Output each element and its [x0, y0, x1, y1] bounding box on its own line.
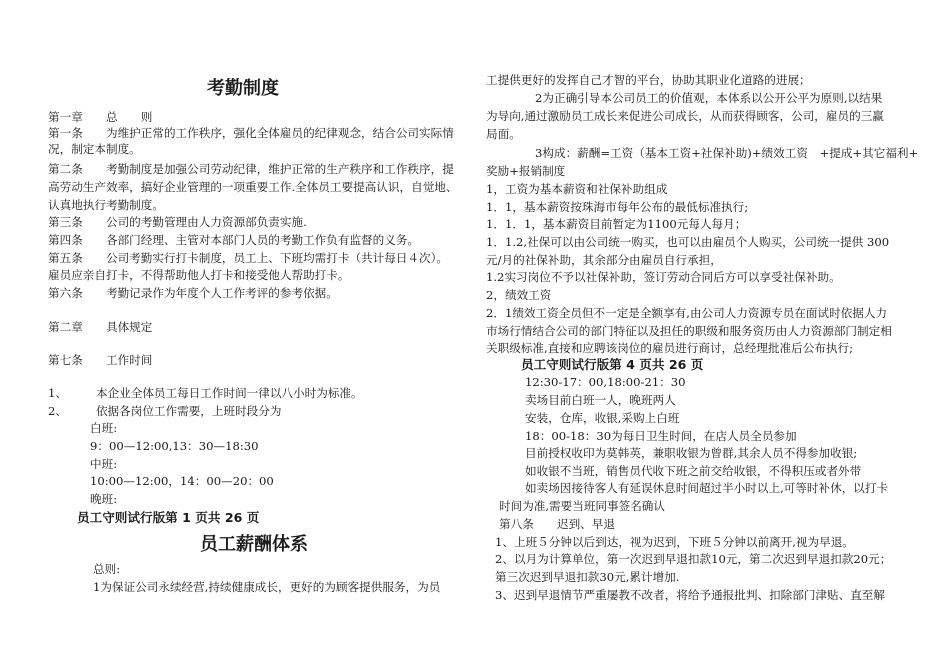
text-line: 目前授权收印为莫韩英，兼职收银为曾群,其余人员不得参加收银;	[525, 446, 858, 460]
list-item: 1、上班５分钟以后到达，视为迟到，下班５分钟以前离开,视为早退。	[495, 535, 854, 549]
text-line: 工提供更好的发挥自己才智的平台，协助其职业化道路的进展；	[486, 73, 811, 87]
text-line: 1．1.2,社保可以由公司统一购买，也可以由雇员个人购买，公司统一提供 300	[486, 235, 890, 249]
text-line: 卖场目前白班一人，晚班两人	[525, 393, 676, 407]
list-item: 第三次迟到早退扣款30元,累计增加.	[495, 570, 680, 584]
page-footer: 员工守则试行版第 4 页共 26 页	[521, 357, 704, 372]
text-line: 如收银不当班，销售员代收下班之前交给收银，不得积压或者外带	[525, 464, 862, 478]
text-line: 1．1．1，基本薪资目前暂定为1100元每人每月；	[486, 217, 747, 231]
text-line: 3构成：薪酬=工资（基本工资+社保补助)+绩效工资 +提成+其它福利+	[535, 146, 919, 160]
text-line: 总则:	[93, 562, 121, 576]
text-line: 1．1，基本薪资按珠海市每年公布的最低标准执行;	[486, 200, 749, 214]
text-line: 第三条 公司的考勤管理由人力资源部负责实施.	[48, 215, 307, 229]
shift-hours: 10:00—12:00，14：00—20：00	[90, 474, 274, 488]
text-line: 局面。	[486, 127, 521, 141]
text-line: 2．1绩效工资全员但不一定是全额享有,由公司人力资源专员在面试时依据人力	[486, 306, 888, 320]
text-line: 认真地执行考勤制度。	[48, 198, 164, 212]
shift-hours: 9：00—12:00,13：30—18:30	[90, 439, 259, 453]
text-line: 时间为准,需要当班同事签名确认	[499, 499, 665, 513]
text-line: 关职级标准,直接和应聘该岗位的雇员进行商讨，总经理批准后公布执行;	[486, 341, 854, 355]
text-line: 第一章 总 则	[48, 110, 153, 124]
text-line: 雇员应亲自打卡，不得帮助他人打卡和接受他人帮助打卡。	[48, 268, 350, 282]
text-line: 高劳动生产效率，搞好企业管理的一项重要工作.全体员工要提高认识，自觉地、	[48, 180, 458, 194]
page-title-attendance: 考勤制度	[207, 78, 279, 99]
page-footer: 员工守则试行版第 1 页共 26 页	[77, 510, 260, 525]
text-line: 第六条 考勤记录作为年度个人工作考评的参考依据。	[48, 286, 338, 300]
text-line: 1为保证公司永续经营,持续健康成长，更好的为顾客提供服务，为员	[93, 580, 441, 594]
text-line: 市场行情结合公司的部门特征以及担任的职级和服务资历由人力资源部门制定相	[486, 324, 892, 338]
chapter-heading: 第二章 具体规定	[48, 320, 153, 334]
list-item: 1、 本企业全体员工每日工作时间一律以八小时为标准。	[48, 386, 363, 400]
section-title-salary: 员工薪酬体系	[200, 534, 308, 555]
text-line: 如卖场因接待客人有延误休息时间超过半小时以上,可等时补休，以打卡	[525, 481, 889, 495]
text-line: 1.2实习岗位不予以社保补助，签订劳动合同后方可以享受社保补助。	[486, 270, 841, 284]
list-item: 2、 依据各岗位工作需要，上班时段分为	[48, 404, 282, 418]
text-line: 奖励+报销制度	[486, 164, 566, 178]
article-heading: 第八条 迟到、早退	[499, 517, 615, 531]
text-line: 元/月的社保补助，其余部分由雇员自行承担，	[486, 253, 722, 267]
text-line: 第一条 为维护正常的工作秩序，强化全体雇员的纪律观念，结合公司实际情	[48, 126, 454, 140]
article-heading: 第七条 工作时间	[48, 353, 153, 367]
text-line: 18：00-18：30为每日卫生时间，在店人员全员参加	[525, 429, 797, 443]
shift-label: 中班:	[90, 457, 118, 471]
text-line: 12:30-17：00,18:00-21：30	[525, 375, 686, 389]
list-item: 3、迟到早退情节严重屡教不改者，将给予通报批判、扣除部门津贴、直至解	[495, 588, 885, 602]
list-item: 2、以月为计算单位，第一次迟到早退扣款10元，第二次迟到早退扣款20元；	[495, 552, 892, 566]
text-line: 第五条 公司考勤实行打卡制度，员工上、下班均需打卡（共计每日４次）。	[48, 251, 448, 265]
text-line: 2，绩效工资	[486, 288, 552, 302]
text-line: 为导向,通过激励员工成长来促进公司成长，从而获得顾客，公司，雇员的三赢	[486, 109, 884, 123]
shift-label: 白班:	[90, 421, 118, 435]
text-line: 况，制定本制度。	[48, 142, 141, 156]
shift-label: 晚班:	[90, 492, 118, 506]
text-line: 2为正确引导本公司员工的价值观，本体系以公开公平为原则,以结果	[535, 91, 883, 105]
text-line: 安装，仓库，收银,采购上白班	[525, 411, 680, 425]
text-line: 第二条 考勤制度是加强公司劳动纪律，维护正常的生产秩序和工作秩序，提	[48, 162, 454, 176]
text-line: 1，工资为基本薪资和社保补助组成	[486, 182, 668, 196]
text-line: 第四条 各部门经理、主管对本部门人员的考勤工作负有监督的义务。	[48, 233, 420, 247]
